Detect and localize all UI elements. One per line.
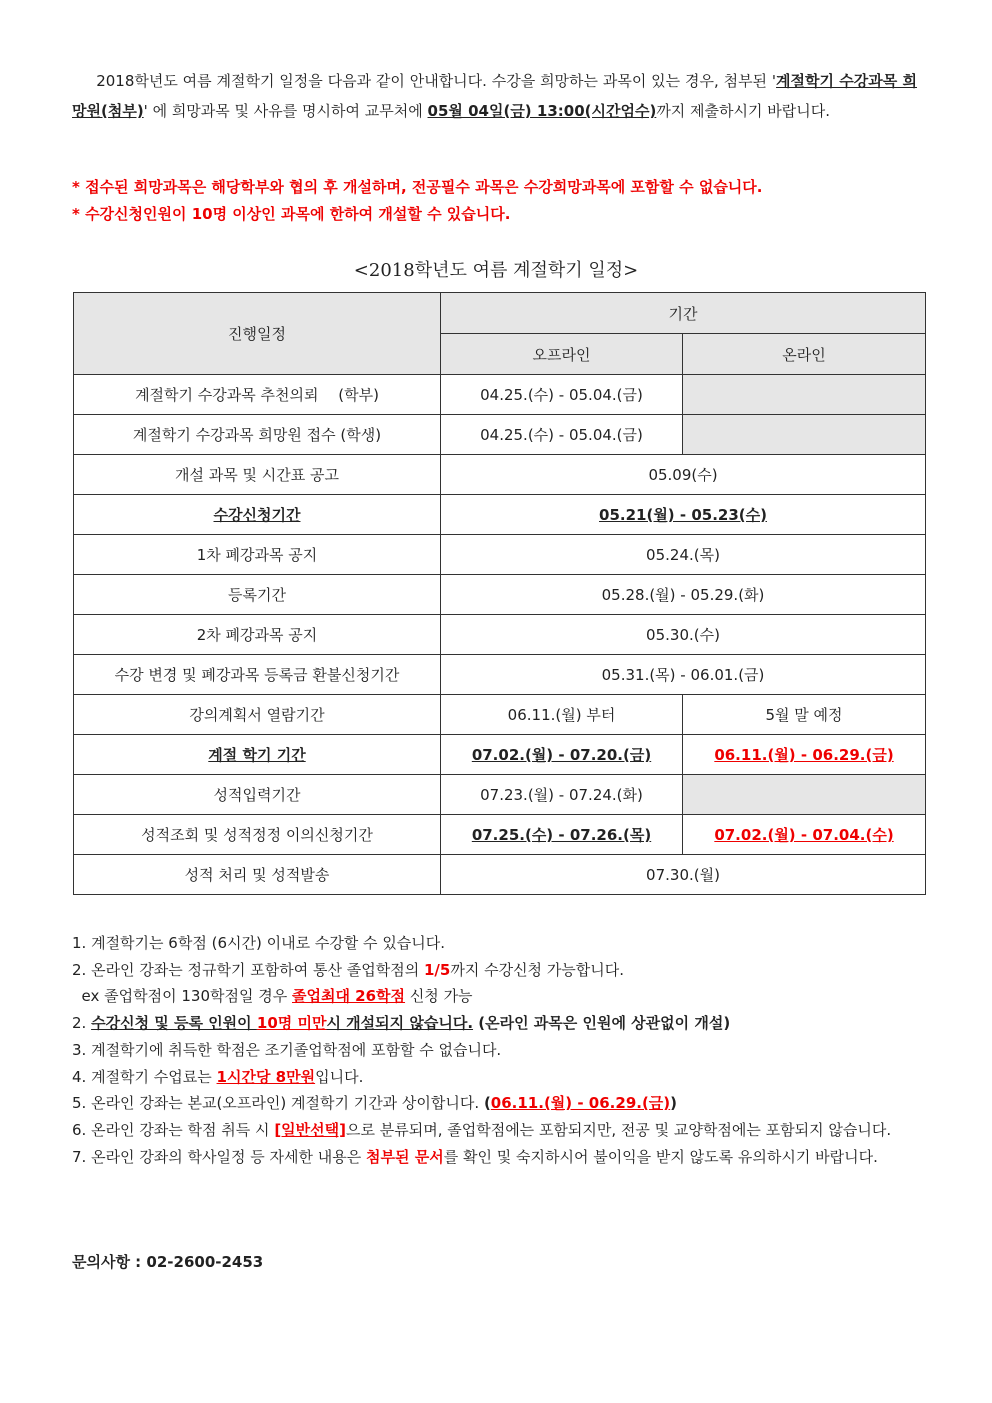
period-cell: 05.31.(목) - 06.01.(금) (441, 655, 926, 695)
intro-text-3: 까지 제출하시기 바랍니다. (656, 102, 831, 120)
stage-cell: 성적조회 및 성적정정 이의신청기간 (74, 815, 441, 855)
list-item: 3. 계절학기에 취득한 학점은 조기졸업학점에 포함할 수 없습니다. (72, 1040, 502, 1059)
table-row (74, 495, 926, 535)
header-offline: 오프라인 (441, 334, 683, 375)
offline-cell: 06.11.(월) 부터 (441, 695, 683, 735)
online-cell-empty (683, 775, 926, 815)
offline-cell: 07.23.(월) - 07.24.(화) (441, 775, 683, 815)
offline-cell: 07.02.(월) - 07.20.(금) (441, 735, 683, 775)
period-cell: 05.09(수) (441, 455, 926, 495)
table-row (74, 575, 926, 615)
header-online: 온라인 (683, 334, 926, 375)
intro-text-2: ' 에 희망과목 및 사유를 명시하여 교무처에 (143, 102, 428, 120)
notes-list (72, 930, 917, 1170)
table-row (74, 415, 926, 455)
period-cell: 05.28.(월) - 05.29.(화) (441, 575, 926, 615)
table-header-row (74, 293, 926, 334)
table-row (74, 815, 926, 855)
table-row (74, 455, 926, 495)
table-row (74, 735, 926, 775)
list-item: 4. 계절학기 수업료는 1시간당 8만원입니다. (72, 1067, 364, 1086)
header-period: 기간 (441, 293, 926, 334)
red-notices (72, 174, 917, 228)
online-cell-empty (683, 415, 926, 455)
table-row (74, 695, 926, 735)
submission-deadline: 05월 04일(금) 13:00(시간엄수) (427, 102, 657, 120)
schedule-table (73, 292, 926, 895)
table-title: <2018학년도 여름 계절학기 일정> (353, 260, 639, 281)
offline-cell: 04.25.(수) - 05.04.(금) (441, 415, 683, 455)
list-item: 1. 계절학기는 6학점 (6시간) 이내로 수강할 수 있습니다. (72, 934, 446, 952)
attachment-form-name: 계절학기 수강과목 희망원(첨부) (72, 72, 918, 120)
stage-cell: 수강 변경 및 폐강과목 등록금 환불신청기간 (74, 655, 441, 695)
notice-2: * 수강신청인원이 10명 이상인 과목에 한하여 개설할 수 있습니다. (72, 205, 511, 223)
period-cell: 07.30.(월) (441, 855, 926, 895)
stage-cell: 강의계획서 열람기간 (74, 695, 441, 735)
table-row (74, 615, 926, 655)
list-item: 2. 온라인 강좌는 정규학기 포함하여 통산 졸업학점의 1/5까지 수강신청 가능합니다. (72, 960, 625, 979)
online-cell-empty (683, 375, 926, 415)
list-item: ex 졸업학점이 130학점일 경우 졸업최대 26학점 신청 가능 (81, 987, 473, 1006)
offline-cell: 07.25.(수) - 07.26.(목) (441, 815, 683, 855)
stage-cell: 계절학기 수강과목 희망원 접수 (학생) (74, 415, 441, 455)
online-cell: 07.02.(월) - 07.04.(수) (683, 815, 926, 855)
header-stage: 진행일정 (74, 293, 441, 375)
online-cell: 5월 말 예정 (683, 695, 926, 735)
stage-cell: 2차 폐강과목 공지 (74, 615, 441, 655)
intro-text-1: 2018학년도 여름 계절학기 일정을 다음과 같이 안내합니다. 수강을 희망하는 과목이 있는 경우, 첨부된 ' (96, 72, 777, 90)
stage-cell: 등록기간 (74, 575, 441, 615)
contact-info: 문의사항 : 02-2600-2453 (72, 1253, 264, 1271)
table-row (74, 855, 926, 895)
stage-cell: 개설 과목 및 시간표 공고 (74, 455, 441, 495)
table-row (74, 535, 926, 575)
intro-paragraph (72, 66, 917, 126)
period-cell: 05.21(월) - 05.23(수) (441, 495, 926, 535)
table-row (74, 655, 926, 695)
stage-cell: 성적입력기간 (74, 775, 441, 815)
stage-cell: 수강신청기간 (74, 495, 441, 535)
list-item: 6. 온라인 강좌는 학점 취득 시 [일반선택]으로 분류되며, 졸업학점에는 포함되지만, 전공 및 교양학점에는 포함되지 않습니다. (72, 1120, 892, 1139)
stage-cell: 계절 학기 기간 (74, 735, 441, 775)
stage-cell: 성적 처리 및 성적발송 (74, 855, 441, 895)
period-cell: 05.24.(목) (441, 535, 926, 575)
offline-cell: 04.25.(수) - 05.04.(금) (441, 375, 683, 415)
list-item: 2. 수강신청 및 등록 인원이 10명 미만시 개설되지 않습니다. (온라인 과목은 인원에 상관없이 개설) (72, 1014, 731, 1033)
table-row (74, 375, 926, 415)
online-cell: 06.11.(월) - 06.29.(금) (683, 735, 926, 775)
list-item: 7. 온라인 강좌의 학사일정 등 자세한 내용은 첨부된 문서를 확인 및 숙지하시어 불이익을 받지 않도록 유의하시기 바랍니다. (72, 1147, 878, 1166)
stage-cell: 계절학기 수강과목 추천의뢰 (학부) (74, 375, 441, 415)
stage-cell: 1차 폐강과목 공지 (74, 535, 441, 575)
table-row (74, 775, 926, 815)
notice-1: * 접수된 희망과목은 해당학부와 협의 후 개설하며, 전공필수 과목은 수강희망과목에 포함할 수 없습니다. (72, 178, 763, 196)
period-cell: 05.30.(수) (441, 615, 926, 655)
list-item: 5. 온라인 강좌는 본교(오프라인) 계절학기 기간과 상이합니다. (06.11.(월) - 06.29.(금)) (72, 1094, 678, 1113)
